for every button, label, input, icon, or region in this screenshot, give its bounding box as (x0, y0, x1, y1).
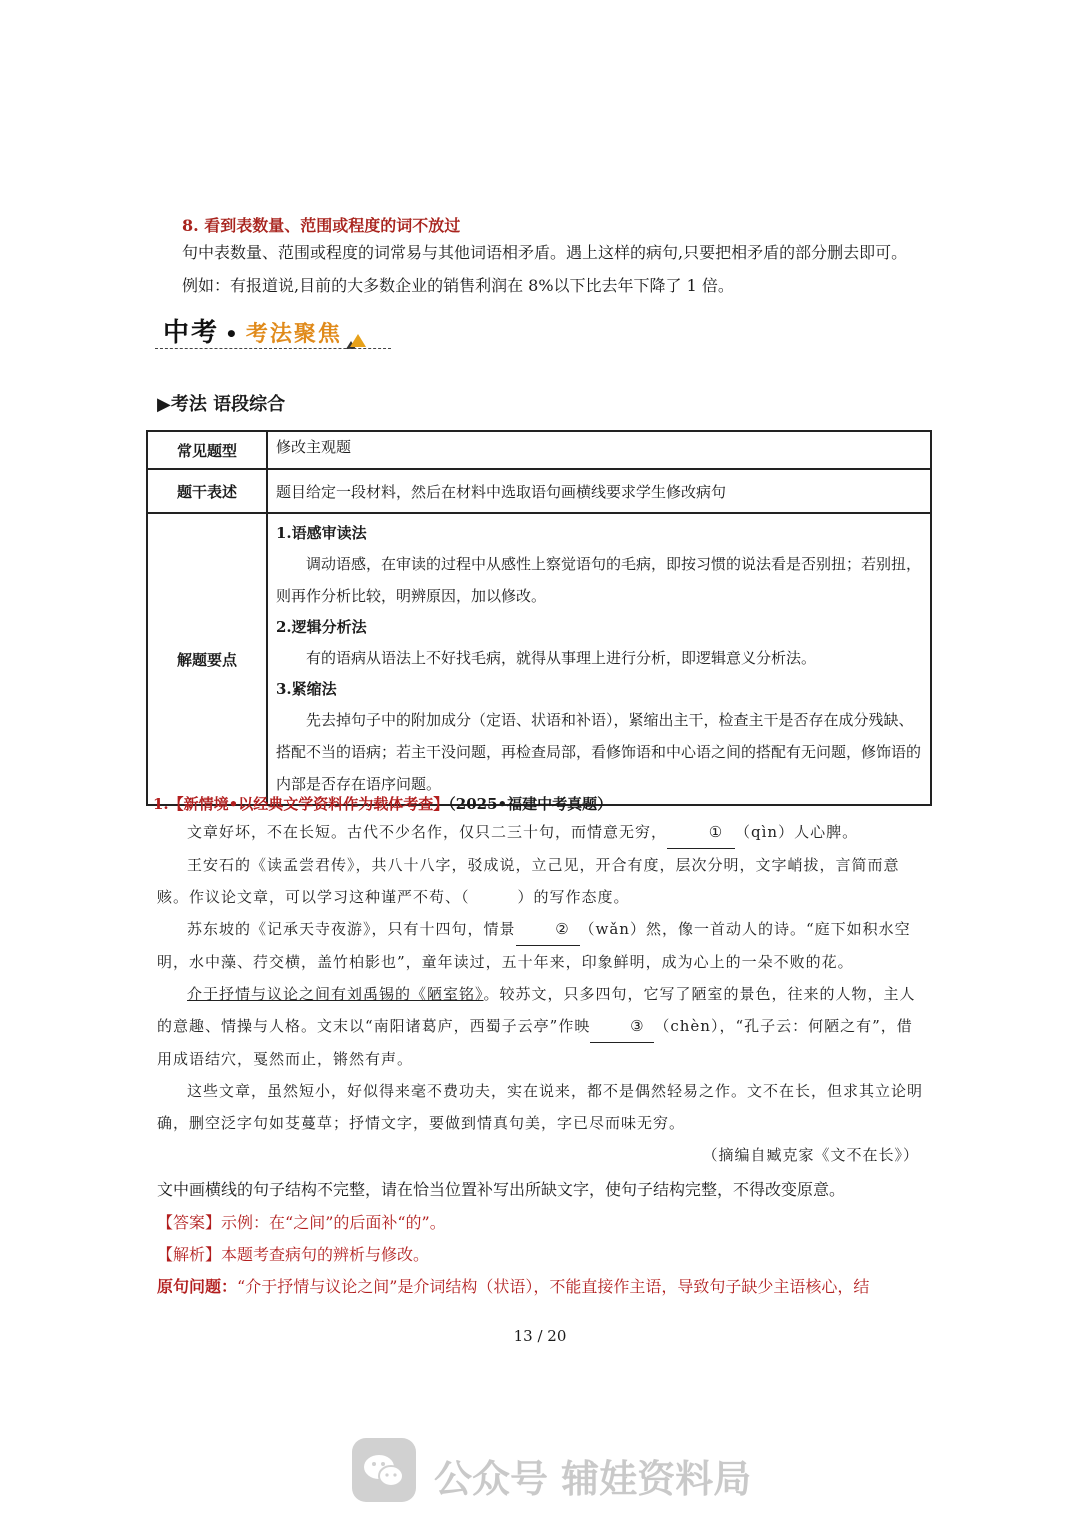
blank-1: ① (667, 816, 735, 849)
blank-3: ③ (590, 1010, 654, 1043)
passage-p2: 王安石的《读孟尝君传》，共八十八字，驳成说，立己见，开合有度，层次分明，文字峭拔，言简而意赅。作议论文章，可以学习这种谨严不苟、（ ）的写作态度。 (157, 856, 900, 906)
banner-left: 中考 (163, 318, 220, 348)
analysis-line (157, 1245, 429, 1265)
passage-p5: 这些文章，虽然短小，好似得来毫不费功夫，实在说来，都不是偶然轻易之作。文不在长，但求其立论明确，删空泛字句如芟蔓草；抒情文字，要做到情真句美，字已尽而味无穷。 (157, 1082, 924, 1132)
banner-underline (155, 348, 391, 349)
value-stem: 题目给定一段材料，然后在材料中选取语句画横线要求学生修改病句 (267, 469, 931, 513)
key-points-cell (267, 513, 931, 805)
p3-text-b: （wǎn）然，像一首动人的诗。“庭下如积水空明，水中藻、荇交横，盖竹柏影也”，童年读过，五十年来，印象鲜明，成为心上的一朵不败的花。 (157, 920, 911, 971)
banner-dot: • (225, 322, 240, 346)
analysis-text: 本题考查病句的辨析与修改。 (221, 1245, 430, 1264)
question-tag: 【新情境•以经典文学资料作为载体考查】 (168, 795, 449, 813)
analysis-tag: 【解析】 (157, 1245, 222, 1264)
underlined-sentence: 介于抒情与议论之间有刘禹锡的《陋室铭》 (187, 985, 484, 1003)
p3-text-a: 苏东坡的《记承天寺夜游》，只有十四句，情景 (187, 920, 516, 938)
problem-text: “介于抒情与议论之间”是介词结构（状语），不能直接作主语，导致句子缺少主语核心，结 (237, 1277, 870, 1296)
tip-title-1: 1.语感审读法 (276, 524, 367, 542)
p1-text-a: 文章好坏，不在长短。古代不少名作，仅只二三十句，而情意无穷， (187, 823, 668, 841)
method-title: ▶考法 语段综合 (157, 394, 286, 415)
wechat-icon (352, 1438, 416, 1502)
passage-p1 (157, 816, 925, 849)
problem-line (157, 1277, 869, 1297)
question-prompt: 文中画横线的句子结构不完整，请在恰当位置补写出所缺文字，使句子结构完整，不得改变原意。 (157, 1180, 846, 1199)
section-title-8: 8. 看到表数量、范围或程度的词不放过 (182, 216, 461, 235)
answer-tag: 【答案】 (157, 1213, 222, 1232)
banner-heading (163, 312, 342, 349)
citation: （摘编自臧克家《文不在长》） (702, 1146, 919, 1164)
p1-text-b: （qìn）人心脾。 (735, 823, 859, 841)
label-key-points: 解题要点 (147, 513, 267, 805)
section8-line1: 句中表数量、范围或程度的词常易与其他词语相矛盾。遇上这样的病句,只要把相矛盾的部分删去即可。 (182, 243, 908, 262)
page-number: 13 / 20 (513, 1327, 567, 1345)
p4-text-a: 。较苏文，只多四句，它写了陋室的景色，往来的人物，主人的意趣、情操与人格。文末以“南阳诸葛庐，西蜀子云亭”作映 (157, 985, 916, 1035)
question-number: 1. (153, 795, 169, 813)
passage-p4 (157, 978, 925, 1075)
value-common-type: 修改主观题 (267, 431, 931, 469)
tip-body-1: 调动语感，在审读的过程中从感性上察觉语句的毛病，即按习惯的说法看是否别扭；若别扭，则再作分析比较，明辨原因，加以修改。 (276, 555, 922, 605)
tip-title-2: 2.逻辑分析法 (276, 618, 367, 636)
label-common-type: 常见题型 (147, 431, 267, 469)
answer-line (157, 1213, 446, 1233)
tip-title-3: 3.紧缩法 (276, 680, 337, 698)
watermark (352, 1438, 752, 1502)
p4-text-b: （chèn），“孔子云：何陋之有”，借用成语结穴，戛然而止，锵然有声。 (157, 1017, 913, 1068)
tip-body-2: 有的语病从语法上不好找毛病，就得从事理上进行分析，即逻辑意义分析法。 (306, 649, 817, 667)
mountain-icon-accent (350, 334, 366, 347)
answer-text: 示例：在“之间”的后面补“的”。 (221, 1213, 446, 1232)
passage (157, 816, 925, 1171)
watermark-text: 公众号 辅娃资料局 (434, 1457, 752, 1501)
section8-example: 例如：有报道说,目前的大多数企业的销售利润在 8%以下比去年下降了 1 倍。 (182, 276, 734, 295)
tip-body-3: 先去掉句子中的附加成分（定语、状语和补语），紧缩出主干，检查主干是否存在成分残缺、搭配不当的语病；若主干没问题，再检查局部，看修饰语和中心语之间的搭配有无问题，修饰语的内部是否存在语序问题。 (276, 711, 922, 793)
question-header (153, 793, 612, 814)
banner-right: 考法聚焦 (245, 321, 342, 347)
method-table (146, 430, 932, 806)
question-source: （2025•福建中考真题） (448, 795, 613, 813)
label-stem: 题干表述 (147, 469, 267, 513)
blank-2: ② (516, 913, 580, 946)
passage-p3 (157, 913, 925, 978)
problem-tag: 原句问题： (157, 1277, 238, 1296)
